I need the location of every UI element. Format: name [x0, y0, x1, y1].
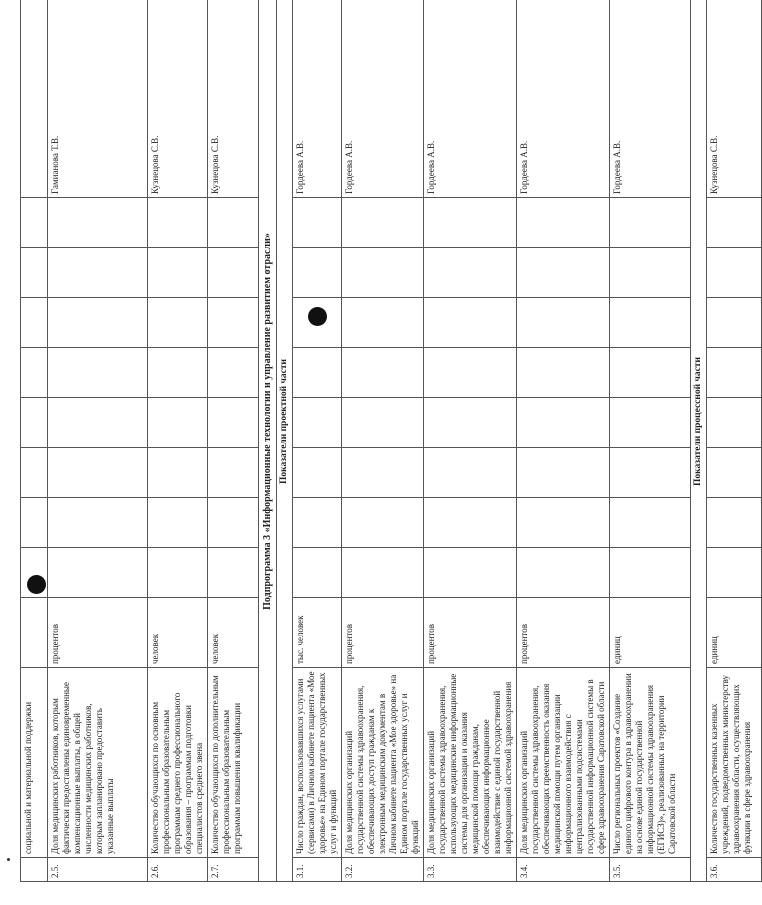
table-row — [148, 0, 208, 882]
cell-responsible: Гордеева А.В. — [517, 0, 610, 198]
indicators-table — [20, 0, 762, 882]
section-header-row — [259, 0, 277, 882]
cell-number: 3.4. — [517, 858, 610, 882]
cell-responsible: Кузнецова С.В. — [148, 0, 208, 198]
cell-number: 3.2. — [342, 858, 424, 882]
cell-unit: единиц — [707, 598, 762, 668]
cell-indicator: Число граждан, воспользовавшихся услугами (сервисами) в Личном кабинете пациента «Мое здоровье» на Едином портале государственных услуг и функций — [293, 668, 342, 858]
cell-number: 2.5. — [48, 858, 148, 882]
cell-indicator: Количество обучающихся по дополнительным профессиональным образовательным программам повышения квалификации — [208, 668, 259, 858]
cell-unit — [21, 598, 48, 668]
process-part-title: Показатели процессной части — [691, 0, 707, 882]
cell-number: 2.7. — [208, 858, 259, 882]
cell-number: 2.6. — [148, 858, 208, 882]
cell-unit: человек — [208, 598, 259, 668]
table-row — [293, 0, 342, 882]
cell-number: 3.5. — [610, 858, 691, 882]
cell-indicator: Количество обучающихся по основным профессиональным образовательным программам среднего профессионального образования – программам подготовки специалистов среднего звена — [148, 668, 208, 858]
cell-indicator: социальной и материальной поддержки — [21, 668, 48, 858]
margin-mark — [7, 858, 10, 861]
cell-number: 3.3. — [424, 858, 517, 882]
cell-unit: тыс. человек — [293, 598, 342, 668]
cell-responsible: Гордеева А.В. — [342, 0, 424, 198]
table-row — [342, 0, 424, 882]
cell-indicator: Количество государственных казенных учреждений, подведомственных министерству здравоохранения области, осуществляющих функции в сфере здравоохранения — [707, 668, 762, 858]
cell-unit: процентов — [48, 598, 148, 668]
table-row — [208, 0, 259, 882]
cell-number: 3.1. — [293, 858, 342, 882]
cell-responsible: Гордеева А.В. — [424, 0, 517, 198]
cell-number: 3.6. — [707, 858, 762, 882]
cell-responsible — [21, 0, 48, 198]
cell-unit: процентов — [342, 598, 424, 668]
cell-responsible: Гордеева А.В. — [610, 0, 691, 198]
cell-unit: человек — [148, 598, 208, 668]
cell-responsible: Гордеева А.В. — [293, 0, 342, 198]
cell-indicator: Доля медицинских организаций государственной системы здравоохранения, обеспечивающих доступ гражданам к электронным медицинским документам в Личном кабинете пациента «Мое здоровье» на Едином портале государственных услуг и функций — [342, 668, 424, 858]
cell-indicator: Число региональных проектов «Создание единого цифрового контура в здравоохранении на основе единой государственной информационной системы здравоохранения (ЕГИСЗ)», реализованных на территории Саратовской области — [610, 668, 691, 858]
project-part-title: Показатели проектной части — [277, 0, 293, 882]
table-row — [610, 0, 691, 882]
cell-responsible: Кузнецова С.В. — [208, 0, 259, 198]
table-row — [707, 0, 762, 882]
cell-responsible: Кузнецова С.В. — [707, 0, 762, 198]
cell-unit: единиц — [610, 598, 691, 668]
subsection-header-row — [277, 0, 293, 882]
cell-indicator: Доля медицинских организаций государственной системы здравоохранения, использующих медицинские информационные системы для организации и оказания медицинской помощи гражданам, обеспечивающих информационное взаимодействие с единой государственной информационной системой здравоохранения — [424, 668, 517, 858]
table-row-continuation — [21, 0, 48, 882]
subsection-header-row — [691, 0, 707, 882]
cell-responsible: Гамианова Т.В. — [48, 0, 148, 198]
section-title: Подпрограмма 3 «Информационные технологии и управление развитием отрасли» — [259, 0, 277, 882]
cell-unit: процентов — [424, 598, 517, 668]
cell-empty — [21, 858, 48, 882]
rotated-table-container — [20, 12, 752, 882]
cell-indicator: Доля медицинских работников, которым фактически предоставлены единовременные компенсационные выплаты, в общей численности медицинских работников, которым запланировано предоставить указанные выплаты — [48, 668, 148, 858]
cell-unit: процентов — [517, 598, 610, 668]
table-row — [424, 0, 517, 882]
table-row — [48, 0, 148, 882]
cell-indicator: Доля медицинских организаций государственной системы здравоохранения, обеспечивающих преемственность оказания медицинской помощи путем организации информационного взаимодействия с централизованными подсистемами государственной информационной системы в сфере здравоохранения Саратовской области — [517, 668, 610, 858]
table-row — [517, 0, 610, 882]
